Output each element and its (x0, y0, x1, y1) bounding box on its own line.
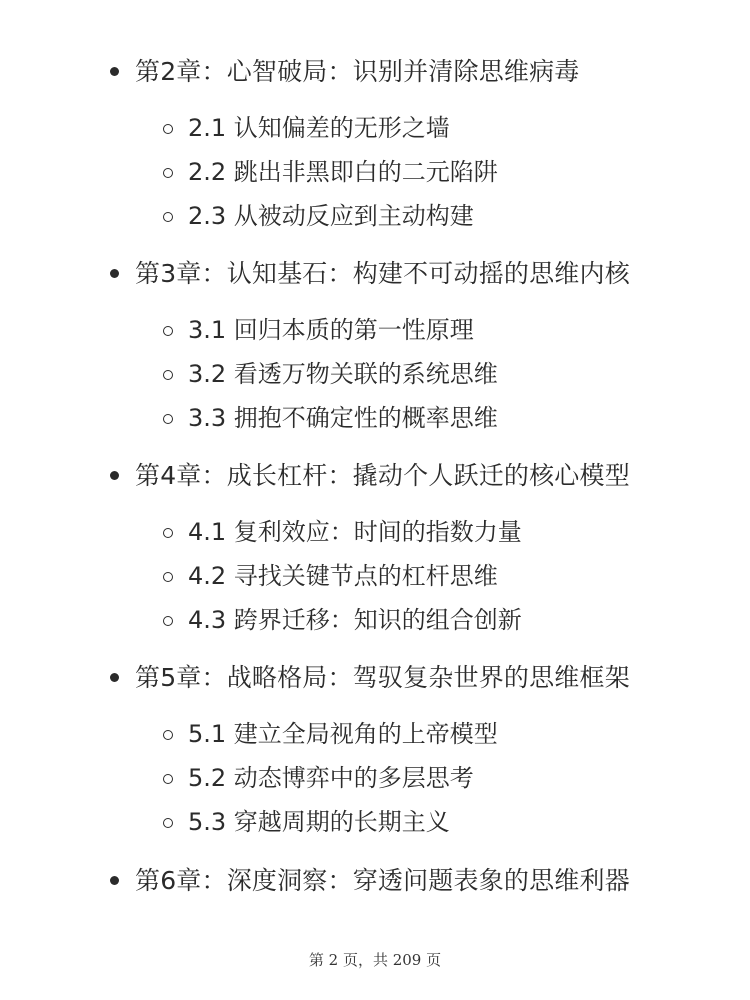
circle-bullet-icon (163, 414, 173, 424)
chapter-title: 第5章：战略格局：驾驭复杂世界的思维框架 (135, 663, 630, 692)
chapter-title: 第4章：成长杠杆：撬动个人跃迁的核心模型 (135, 461, 630, 490)
section-title: 2.1 认知偏差的无形之墙 (188, 114, 450, 142)
section-list (0, 109, 750, 241)
chapter-row (0, 456, 750, 496)
section-title: 5.1 建立全局视角的上帝模型 (188, 720, 498, 748)
list-item (0, 803, 750, 847)
list-item (0, 355, 750, 399)
bullet-icon (110, 471, 119, 480)
circle-bullet-icon (163, 124, 173, 134)
section-title: 4.3 跨界迁移：知识的组合创新 (188, 606, 522, 634)
list-item (0, 557, 750, 601)
bullet-icon (110, 673, 119, 682)
chapter-3 (0, 254, 750, 294)
page-number: 第 2 页，共 209 页 (308, 951, 442, 969)
chapter-row (0, 658, 750, 698)
chapter-5 (0, 658, 750, 698)
section-title: 2.3 从被动反应到主动构建 (188, 202, 474, 230)
chapter-2 (0, 52, 750, 92)
chapter-4 (0, 456, 750, 496)
section-list (0, 513, 750, 645)
section-title: 4.1 复利效应：时间的指数力量 (188, 518, 522, 546)
circle-bullet-icon (163, 168, 173, 178)
list-item (0, 109, 750, 153)
section-title: 3.2 看透万物关联的系统思维 (188, 360, 498, 388)
chapter-title: 第3章：认知基石：构建不可动摇的思维内核 (135, 259, 630, 288)
section-title: 2.2 跳出非黑即白的二元陷阱 (188, 158, 498, 186)
circle-bullet-icon (163, 818, 173, 828)
list-item (0, 153, 750, 197)
list-item (0, 399, 750, 443)
list-item (0, 759, 750, 803)
list-item (0, 601, 750, 645)
section-title: 5.3 穿越周期的长期主义 (188, 808, 450, 836)
bullet-icon (110, 876, 119, 885)
chapter-row (0, 861, 750, 901)
circle-bullet-icon (163, 528, 173, 538)
section-title: 3.1 回归本质的第一性原理 (188, 316, 474, 344)
chapter-row (0, 254, 750, 294)
circle-bullet-icon (163, 730, 173, 740)
section-title: 3.3 拥抱不确定性的概率思维 (188, 404, 498, 432)
list-item (0, 311, 750, 355)
circle-bullet-icon (163, 572, 173, 582)
circle-bullet-icon (163, 616, 173, 626)
chapter-row (0, 52, 750, 92)
list-item (0, 513, 750, 557)
section-list (0, 311, 750, 443)
circle-bullet-icon (163, 774, 173, 784)
circle-bullet-icon (163, 212, 173, 222)
circle-bullet-icon (163, 370, 173, 380)
list-item (0, 715, 750, 759)
circle-bullet-icon (163, 326, 173, 336)
chapter-title: 第2章：心智破局：识别并清除思维病毒 (135, 57, 580, 86)
section-title: 4.2 寻找关键节点的杠杆思维 (188, 562, 498, 590)
bullet-icon (110, 269, 119, 278)
section-list (0, 715, 750, 847)
chapter-6 (0, 861, 750, 901)
chapter-title: 第6章：深度洞察：穿透问题表象的思维利器 (135, 866, 630, 895)
section-title: 5.2 动态博弈中的多层思考 (188, 764, 474, 792)
list-item (0, 197, 750, 241)
bullet-icon (110, 67, 119, 76)
